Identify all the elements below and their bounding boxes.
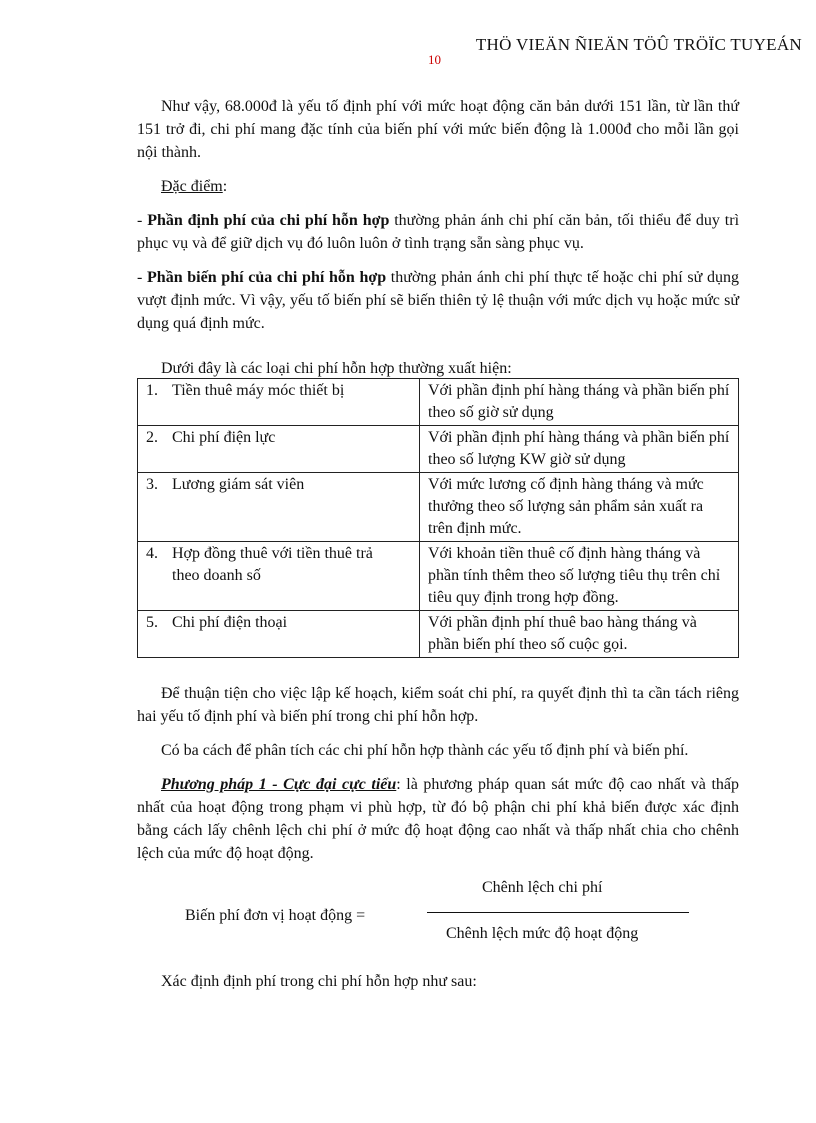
unit-variable-cost-formula [137, 876, 739, 956]
cost-type-cell [138, 426, 420, 473]
feature-variable-text: thường phản ánh chi phí thực tế hoặc chi phí sử dụng vượt định mức. Vì vậy, yếu tố biến phí sẽ biến thiên tỷ lệ thuận với mức dịch vụ hoặc mức sử dụng quá định mức. [137, 269, 739, 332]
separate-paragraph: Để thuận tiện cho việc lập kế hoạch, kiểm soát chi phí, ra quyết định thì ta cần tách riêng hai yếu tố định phí và biến phí trong chi phí hỗn hợp. [137, 685, 739, 725]
library-header: THÖ VIEÄN ÑIEÄN TÖÛ TRÖÏC TUYEÁN [475, 35, 802, 54]
page-number: 10 [428, 52, 441, 67]
row-number: 1. [146, 382, 158, 399]
table-caption: Dưới đây là các loại chi phí hỗn hợp thường xuất hiện: [161, 360, 512, 377]
cost-type-name: Chi phí điện lực [172, 429, 276, 446]
method1-text: : là phương pháp quan sát mức độ cao nhất và thấp nhất của hoạt động trong phạm vi phù hợp, từ đó bộ phận chi phí khả biến được xác định bằng cách lấy chênh lệch chi phí ở mức độ hoạt động cao nhất và thấp nhất chia cho chênh lệch của mức độ hoạt động. [137, 776, 740, 862]
table-row [138, 426, 739, 473]
cost-type-cell [138, 473, 420, 542]
cost-description-cell: Với mức lương cố định hàng tháng và mức thưởng theo số lượng sản phẩm sản xuất ra trên định mức. [420, 473, 739, 542]
features-heading-colon: : [222, 178, 228, 195]
row-number: 2. [146, 429, 158, 446]
cost-type-name: Chi phí điện thoại [172, 614, 288, 631]
feature-dash: - [137, 269, 148, 286]
cost-type-name: Lương giám sát viên [172, 476, 305, 493]
table-row [138, 542, 739, 611]
cost-type-cell [138, 542, 420, 611]
closing-paragraph: Xác định định phí trong chi phí hỗn hợp như sau: [161, 973, 477, 990]
table-row [138, 473, 739, 542]
cost-type-cell [138, 379, 420, 426]
mixed-cost-table [137, 378, 739, 658]
features-heading [137, 175, 739, 198]
features-heading-text: Đặc điểm [161, 178, 223, 195]
feature-fixed-text: thường phản ánh chi phí căn bản, tối thiểu để duy trì phục vụ và để giữ dịch vụ đó luôn luôn ở tình trạng sẵn sàng phục vụ. [137, 212, 740, 252]
method1-paragraph [137, 773, 739, 865]
formula-denominator: Chênh lệch mức độ hoạt động [446, 925, 639, 942]
feature-variable-part [137, 266, 739, 335]
cost-description-cell: Với phần định phí thuê bao hàng tháng và phần biến phí theo số cuộc gọi. [420, 611, 739, 658]
document-body [137, 95, 739, 1004]
cost-type-name: Tiền thuê máy móc thiết bị [172, 382, 345, 399]
method1-title: Phương pháp 1 - Cực đại cực tiểu [161, 776, 397, 793]
fraction-bar [427, 912, 689, 913]
formula-label: Biến phí đơn vị hoạt động = [185, 907, 366, 924]
cost-type-cell [138, 611, 420, 658]
feature-fixed-part [137, 209, 739, 255]
row-number: 4. [146, 545, 158, 562]
intro-paragraph: Như vậy, 68.000đ là yếu tố định phí với mức hoạt động căn bản dưới 151 lần, từ lần thứ 151 trở đi, chi phí mang đặc tính của biến phí với mức biến động là 1.000đ cho mỗi lần gọi nội thành. [137, 98, 739, 161]
feature-fixed-bold: Phần định phí của chi phí hỗn hợp [147, 212, 390, 229]
cost-description-cell: Với khoản tiền thuê cố định hàng tháng và phần tính thêm theo số lượng tiêu thụ trên chỉ tiêu quy định trong hợp đồng. [420, 542, 739, 611]
table-row [138, 611, 739, 658]
row-number: 3. [146, 476, 158, 493]
formula-numerator: Chênh lệch chi phí [482, 879, 603, 896]
cost-description-cell: Với phần định phí hàng tháng và phần biến phí theo số giờ sử dụng [420, 379, 739, 426]
cost-type-name: Hợp đồng thuê với tiền thuê trả theo doanh số [172, 545, 373, 584]
table-row [138, 379, 739, 426]
feature-variable-bold: Phần biến phí của chi phí hỗn hợp [147, 269, 387, 286]
feature-dash: - [137, 212, 148, 229]
row-number: 5. [146, 614, 158, 631]
three-methods-paragraph: Có ba cách để phân tích các chi phí hỗn hợp thành các yếu tố định phí và biến phí. [161, 742, 689, 759]
cost-description-cell: Với phần định phí hàng tháng và phần biến phí theo số lượng KW giờ sử dụng [420, 426, 739, 473]
